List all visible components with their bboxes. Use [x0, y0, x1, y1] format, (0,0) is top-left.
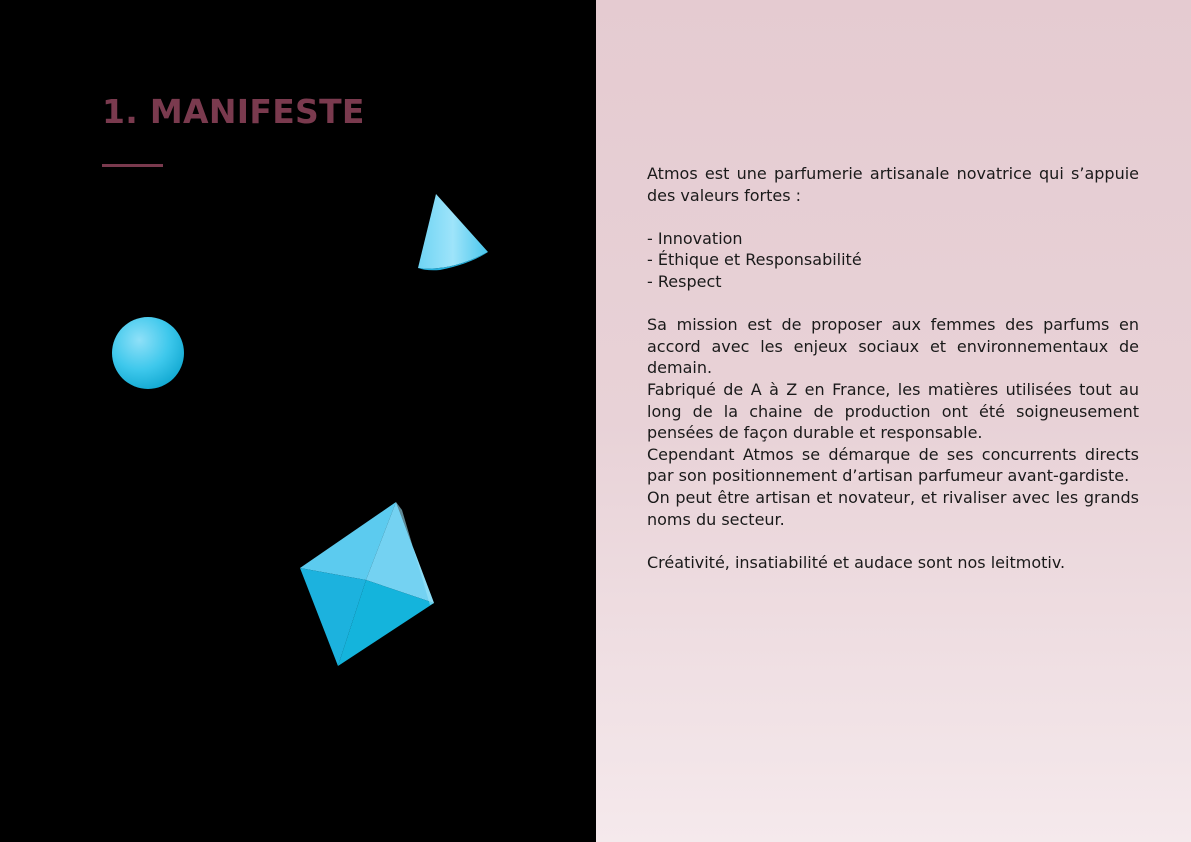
rivalry-paragraph: On peut être artisan et novateur, et rivaliser avec les grands noms du secteur. [647, 487, 1139, 529]
motto-paragraph: Créativité, insatiabilité et audace sont nos leitmotiv. [647, 552, 1066, 572]
list-item: - Éthique et Responsabilité [647, 250, 862, 270]
page-title: 1. MANIFESTE [102, 92, 365, 131]
octahedron-shape [300, 502, 434, 666]
positioning-paragraph: Cependant Atmos se démarque de ses concurrents directs par son positionnement d’artisan parfumeur avant-gardiste. [647, 444, 1139, 486]
manifesto-text [647, 163, 1139, 573]
values-list [647, 228, 1139, 293]
intro-paragraph: Atmos est une parfumerie artisanale novatrice qui s’appuie des valeurs fortes : [647, 164, 1139, 205]
fabrication-paragraph: Fabriqué de A à Z en France, les matières utilisées tout au long de la chaine de production ont été soigneusement pensées de façon durable et responsable. [647, 379, 1139, 443]
list-item: - Innovation [647, 228, 743, 248]
list-item: - Respect [647, 271, 722, 291]
cone-shape [418, 194, 488, 270]
sphere-shape [112, 317, 184, 389]
mission-paragraph: Sa mission est de proposer aux femmes des parfums en accord avec les enjeux sociaux et environnementaux de demain. [647, 315, 1139, 378]
